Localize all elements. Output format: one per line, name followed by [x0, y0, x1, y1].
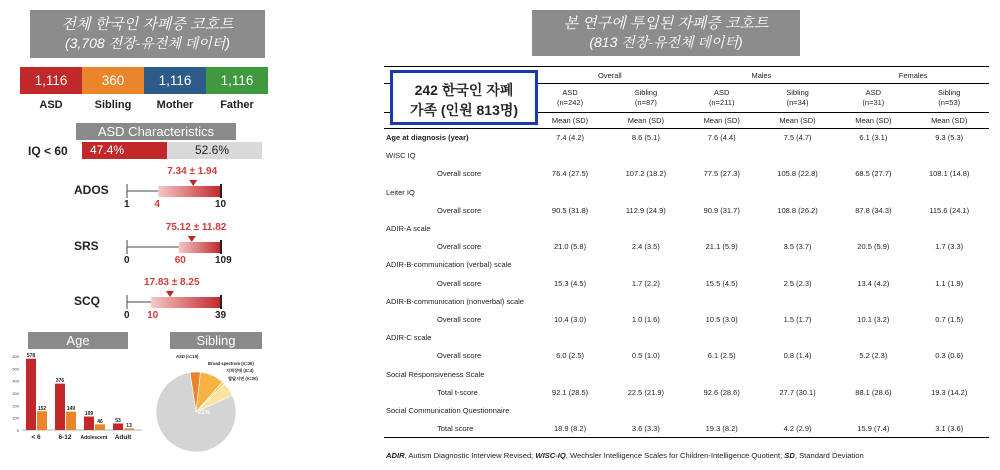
- table-cell: 10.5 (3.0): [705, 314, 738, 324]
- table-cell: 6.0 (2.5): [556, 351, 585, 361]
- table-cell: 13.4 (4.2): [857, 278, 890, 288]
- count-box-asd: 1,116: [20, 67, 82, 94]
- age-bar: [95, 424, 105, 430]
- scale-max-srs: 109: [215, 255, 232, 266]
- table-cell: 19.3 (14.2): [931, 387, 968, 397]
- footnote-abbr: ADIR: [386, 451, 405, 460]
- table-row: [384, 238, 989, 256]
- iq-above-bar: 52.6%: [167, 142, 262, 159]
- asd-characteristics-header: ASD Characteristics: [76, 123, 236, 140]
- table-row: [384, 274, 989, 292]
- gauge-range-bar: [158, 186, 221, 197]
- table-cell: 1.1 (1.9): [935, 278, 964, 288]
- table-cell: 6.1 (3.1): [859, 133, 888, 143]
- sibling-pie-label: 지적장애 (n=4): [226, 368, 254, 373]
- table-row-label: Overall score: [437, 351, 482, 361]
- table-cell: 0.7 (1.5): [935, 314, 964, 324]
- age-y-tick: 500: [12, 366, 19, 372]
- table-cell: 7.4 (4.2): [556, 133, 585, 143]
- group-header-males: Males: [686, 67, 838, 84]
- age-bar-label: 13: [126, 422, 132, 429]
- table-cell: 27.7 (30.1): [779, 387, 816, 397]
- right-banner-title: 본 연구에 투입된 자폐증 코호트: [563, 15, 769, 32]
- table-cell: 107.2 (18.2): [625, 169, 667, 179]
- table-cell: 2.4 (3.5): [631, 242, 660, 252]
- count-box-mother: 1,116: [144, 67, 206, 94]
- table-cell: 1.7 (3.3): [935, 242, 964, 252]
- table-cell: 1.7 (2.2): [631, 278, 660, 288]
- subheader-n: (n=87): [634, 98, 657, 107]
- table-cell: 10.1 (3.2): [857, 314, 890, 324]
- right-cohort-banner: [532, 10, 800, 56]
- subheader-cell: [837, 84, 909, 113]
- table-row-label: Total score: [384, 420, 534, 438]
- table-cell: 90.5 (31.8): [551, 205, 589, 215]
- subheader-name: Sibling: [937, 88, 961, 97]
- table-row: [384, 292, 989, 310]
- table-row: [384, 347, 989, 365]
- table-cell: 115.6 (24.1): [929, 205, 970, 215]
- subheader-name: ASD: [865, 88, 882, 97]
- gauge-range-bar: [179, 242, 221, 253]
- gauge-mean-marker: [188, 236, 196, 242]
- age-bar-label: 376: [55, 378, 65, 385]
- table-row-label: Overall score: [437, 278, 482, 288]
- sibling-pie-label: ASD (n=15): [176, 354, 199, 359]
- subheader-n: (n=211): [708, 98, 735, 107]
- scale-stat-srs: 75.12 ± 11.82: [165, 222, 227, 233]
- table-cell: 7.6 (4.4): [707, 133, 736, 143]
- scale-cutoff-scq: 10: [147, 310, 159, 321]
- right-banner-subtitle: (813 전장-유전체 데이터): [589, 34, 743, 50]
- age-bar: [113, 423, 123, 430]
- table-cell: 92.6 (28.6): [703, 387, 740, 397]
- table-cell: 1.0 (1.6): [631, 314, 660, 324]
- table-cell: 3.1 (3.6): [909, 420, 989, 438]
- group-header-overall: Overall: [534, 67, 686, 84]
- iq-label: IQ < 60: [28, 144, 68, 158]
- table-cell: 18.9 (8.2): [534, 420, 606, 438]
- age-category-label: Adult: [114, 434, 132, 441]
- table-cell: 15.5 (4.5): [705, 278, 738, 288]
- table-row: [384, 365, 989, 383]
- cohort-highlight-box: [390, 70, 538, 125]
- footnote-text: , Standard Deviation: [794, 451, 864, 460]
- table-cell: 0.5 (1.0): [631, 351, 660, 361]
- count-label-asd: ASD: [39, 99, 63, 111]
- table-footnote: [386, 451, 996, 460]
- age-y-tick: 600: [12, 354, 19, 359]
- mean-sd-header: Mean (SD): [606, 113, 686, 129]
- table-row: [384, 201, 989, 219]
- sibling-pie-label: Broad spectrum (n=35): [208, 361, 254, 366]
- scale-cutoff-srs: 60: [174, 255, 186, 266]
- count-label-sibling: Sibling: [94, 99, 132, 111]
- age-bar-label: 109: [84, 411, 94, 418]
- subheader-cell: [686, 84, 758, 113]
- table-cell: 19.3 (8.2): [686, 420, 758, 438]
- sibling-chart-header: Sibling: [170, 332, 262, 349]
- table-row-label: Overall score: [437, 242, 482, 252]
- table-row: [384, 256, 989, 274]
- table-row: [384, 219, 989, 237]
- subheader-name: ASD: [562, 88, 578, 97]
- footnote-abbr: WISC-IQ: [535, 451, 566, 460]
- table-cell: 5.2 (2.3): [859, 351, 888, 361]
- table-row-label: Overall score: [437, 205, 482, 215]
- highlight-line-2: 가족 (인원 813명): [409, 102, 519, 118]
- subheader-cell: [534, 84, 606, 113]
- table-cell: 87.8 (34.3): [855, 205, 892, 215]
- left-banner-subtitle: (3,708 전장-유전체 데이터): [65, 35, 230, 51]
- table-cell: 15.9 (7.4): [837, 420, 909, 438]
- table-row: [384, 329, 989, 347]
- table-section-label: WISC IQ: [386, 151, 416, 161]
- footnote-text: , Autism Diagnostic Interview Revised;: [404, 451, 536, 460]
- table-row-label: Age at diagnosis (year): [386, 133, 469, 143]
- subheader-cell: [909, 84, 989, 113]
- scale-label-ados: ADOS: [74, 183, 109, 197]
- table-cell: 108.1 (14.8): [928, 169, 970, 179]
- table-row-label: Overall score: [437, 169, 482, 179]
- scale-stat-ados: 7.34 ± 1.94: [167, 166, 218, 177]
- subheader-n: (n=34): [786, 98, 809, 107]
- count-box-father: 1,116: [206, 67, 268, 94]
- table-cell: 0.8 (1.4): [783, 351, 812, 361]
- gauge-mean-marker: [166, 291, 174, 297]
- left-banner-title: 전체 한국인 자폐증 코호트: [61, 16, 234, 33]
- age-bar: [84, 417, 94, 430]
- subheader-n: (n=31): [862, 98, 885, 107]
- scale-min-srs: 0: [124, 255, 130, 266]
- age-bar: [66, 412, 76, 430]
- table-cell: 22.5 (21.9): [627, 387, 665, 397]
- table-row: [384, 147, 989, 165]
- table-cell: 112.9 (24.9): [625, 205, 666, 215]
- table-cell: 21.0 (5.8): [553, 242, 587, 252]
- table-cell: 108.8 (26.2): [777, 205, 818, 215]
- table-cell: 6.1 (2.5): [707, 351, 736, 361]
- count-label-father: Father: [220, 99, 254, 111]
- table-row: [384, 383, 989, 401]
- age-y-tick: 100: [12, 415, 19, 421]
- table-row-label: Overall score: [437, 314, 482, 324]
- table-cell: 90.9 (31.7): [703, 205, 740, 215]
- table-cell: 20.5 (5.9): [857, 242, 890, 252]
- table-cell: 3.6 (3.3): [606, 420, 686, 438]
- age-category-label: < 6: [31, 434, 41, 441]
- table-section-label: ADIR-B-communication (verbal) scale: [386, 260, 512, 270]
- table-cell: 15.3 (4.5): [553, 278, 587, 288]
- mean-sd-header: Mean (SD): [534, 113, 606, 129]
- table-cell: 88.1 (28.6): [855, 387, 892, 397]
- table-cell: 77.5 (27.3): [703, 169, 740, 179]
- table-cell: 1.5 (1.7): [783, 314, 812, 324]
- subheader-n: (n=53): [938, 98, 961, 107]
- table-cell: 68.5 (27.7): [855, 169, 892, 179]
- age-bar: [55, 384, 65, 430]
- table-cell: 92.1 (28.5): [551, 387, 589, 397]
- subheader-name: Sibling: [634, 88, 658, 97]
- table-row: [384, 310, 989, 328]
- gauge-mean-marker: [189, 180, 197, 186]
- age-y-tick: 300: [12, 391, 19, 396]
- mean-sd-header: Mean (SD): [758, 113, 838, 129]
- age-bar-label: 578: [26, 353, 36, 360]
- scale-cutoff-ados: 4: [154, 199, 160, 210]
- scale-min-ados: 1: [124, 199, 130, 210]
- table-cell: 2.5 (2.3): [783, 278, 812, 288]
- table-section-label: Social Responsiveness Scale: [386, 369, 485, 379]
- table-cell: 21.1 (5.9): [705, 242, 738, 252]
- scale-max-ados: 10: [215, 199, 227, 210]
- mean-sd-header: Mean (SD): [686, 113, 758, 129]
- mean-sd-header: Mean (SD): [837, 113, 909, 129]
- sibling-pie-label: 발달지연 (n=20): [228, 376, 258, 381]
- age-bar-label: 149: [66, 406, 76, 413]
- age-bar-label: 152: [37, 405, 47, 412]
- table-section-label: ADIR-B-communication (nonverbal) scale: [386, 296, 524, 306]
- iq-below-bar: 47.4%: [82, 142, 167, 159]
- footnote-text: , Wechsler Intelligence Scales for Children-Intelligence Quotient;: [565, 451, 785, 460]
- table-section-label: ADIR-C scale: [386, 333, 432, 343]
- count-label-mother: Mother: [156, 99, 194, 111]
- table-cell: 76.4 (27.5): [551, 169, 589, 179]
- table-cell: 7.5 (4.7): [783, 133, 812, 143]
- table-row: [384, 129, 989, 147]
- group-header-females: Females: [837, 67, 989, 84]
- table-row: [384, 183, 989, 201]
- scale-label-srs: SRS: [74, 239, 99, 253]
- table-cell: 3.5 (3.7): [783, 242, 812, 252]
- table-row: [384, 401, 989, 419]
- age-y-tick: 200: [12, 403, 19, 409]
- sibling-pie-percent: 21%: [197, 410, 211, 416]
- scale-max-scq: 39: [215, 310, 227, 321]
- footnote-abbr: SD: [784, 451, 795, 460]
- age-chart-header: Age: [28, 332, 128, 349]
- subheader-name: Sibling: [786, 88, 809, 97]
- age-bar: [26, 359, 36, 430]
- subheader-n: (n=242): [557, 98, 584, 107]
- table-cell: 105.8 (22.8): [777, 169, 818, 179]
- scale-stat-scq: 17.83 ± 8.25: [143, 277, 200, 288]
- table-cell: 4.2 (2.9): [758, 420, 838, 438]
- table-row: [384, 165, 989, 183]
- table-section-label: Leiter IQ: [386, 187, 415, 197]
- gauge-range-bar: [151, 297, 221, 308]
- highlight-line-1: 242 한국인 자폐: [414, 82, 514, 98]
- age-y-tick: 400: [12, 378, 19, 384]
- table-cell: 9.3 (5.3): [935, 133, 964, 143]
- age-bar-label: 53: [115, 417, 121, 424]
- age-category-label: 6-12: [58, 434, 72, 441]
- scale-label-scq: SCQ: [74, 294, 101, 308]
- table-section-label: Social Communication Questionnaire: [386, 405, 510, 415]
- table-cell: 10.4 (3.0): [553, 314, 587, 324]
- age-bar-chart: [4, 350, 144, 455]
- age-bar-label: 46: [97, 418, 103, 425]
- table-row: [384, 420, 989, 438]
- count-box-sibling: 360: [82, 67, 144, 94]
- scale-min-scq: 0: [124, 310, 130, 321]
- subheader-cell: [606, 84, 686, 113]
- age-y-tick: 0: [16, 428, 19, 433]
- subheader-cell: [758, 84, 838, 113]
- mean-sd-header: Mean (SD): [909, 113, 989, 129]
- table-row-label: Total t-score: [437, 387, 478, 397]
- subheader-name: ASD: [713, 88, 730, 97]
- sibling-pie-chart: [148, 350, 288, 455]
- table-cell: 8.6 (5.1): [631, 133, 660, 143]
- table-cell: 0.3 (0.6): [935, 351, 964, 361]
- table-section-label: ADIR-A scale: [386, 224, 431, 234]
- left-cohort-banner: [30, 10, 265, 58]
- age-bar: [37, 411, 47, 430]
- age-category-label: Adolescent: [80, 435, 108, 441]
